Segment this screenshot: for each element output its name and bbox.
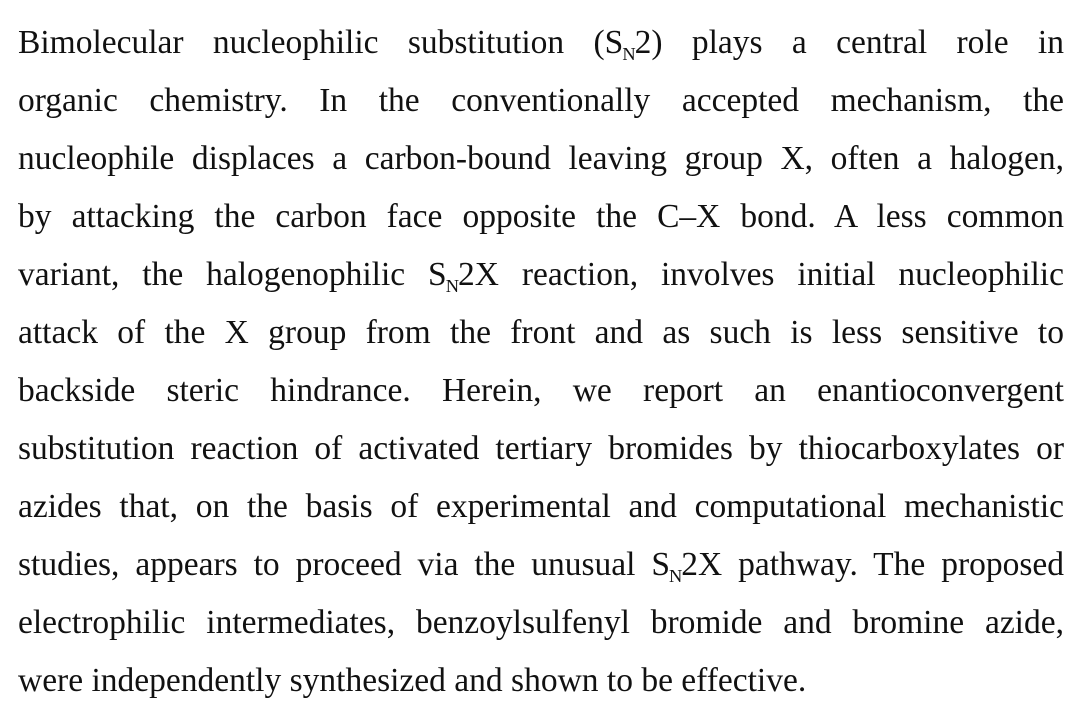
text-segment: 2X pathway. The proposed bbox=[681, 546, 1064, 583]
abstract-paragraph bbox=[18, 14, 1064, 710]
abstract-line bbox=[18, 14, 1064, 72]
abstract-line bbox=[18, 652, 1064, 710]
text-segment: backside steric hindrance. Herein, we report an enantioconvergent bbox=[18, 372, 1064, 409]
abstract-line bbox=[18, 246, 1064, 304]
text-segment: by attacking the carbon face opposite the C–X bond. A less common bbox=[18, 198, 1064, 235]
text-segment: Bimolecular nucleophilic substitution (S bbox=[18, 24, 624, 61]
text-segment: 2) plays a central role in bbox=[634, 24, 1064, 61]
text-segment: studies, appears to proceed via the unusual S bbox=[18, 546, 670, 583]
abstract-line bbox=[18, 362, 1064, 420]
text-segment: were independently synthesized and shown to be effective. bbox=[18, 662, 807, 699]
abstract-line bbox=[18, 72, 1064, 130]
abstract-line bbox=[18, 188, 1064, 246]
abstract-line bbox=[18, 478, 1064, 536]
subscript-n: N bbox=[622, 44, 636, 64]
text-segment: variant, the halogenophilic S bbox=[18, 256, 447, 293]
abstract-line bbox=[18, 594, 1064, 652]
text-segment: organic chemistry. In the conventionally accepted mechanism, the bbox=[18, 82, 1064, 119]
text-segment: electrophilic intermediates, benzoylsulfenyl bromide and bromine azide, bbox=[18, 604, 1064, 641]
abstract-line bbox=[18, 420, 1064, 478]
text-segment: substitution reaction of activated tertiary bromides by thiocarboxylates or bbox=[18, 430, 1064, 467]
text-segment: azides that, on the basis of experimental and computational mechanistic bbox=[18, 488, 1064, 525]
text-segment: nucleophile displaces a carbon-bound leaving group X, often a halogen, bbox=[18, 140, 1064, 177]
abstract-line bbox=[18, 304, 1064, 362]
abstract-line bbox=[18, 130, 1064, 188]
text-segment: attack of the X group from the front and as such is less sensitive to bbox=[18, 314, 1064, 351]
abstract-line bbox=[18, 536, 1064, 594]
text-segment: 2X reaction, involves initial nucleophilic bbox=[457, 256, 1064, 293]
subscript-n: N bbox=[445, 276, 459, 296]
subscript-n: N bbox=[669, 566, 683, 586]
